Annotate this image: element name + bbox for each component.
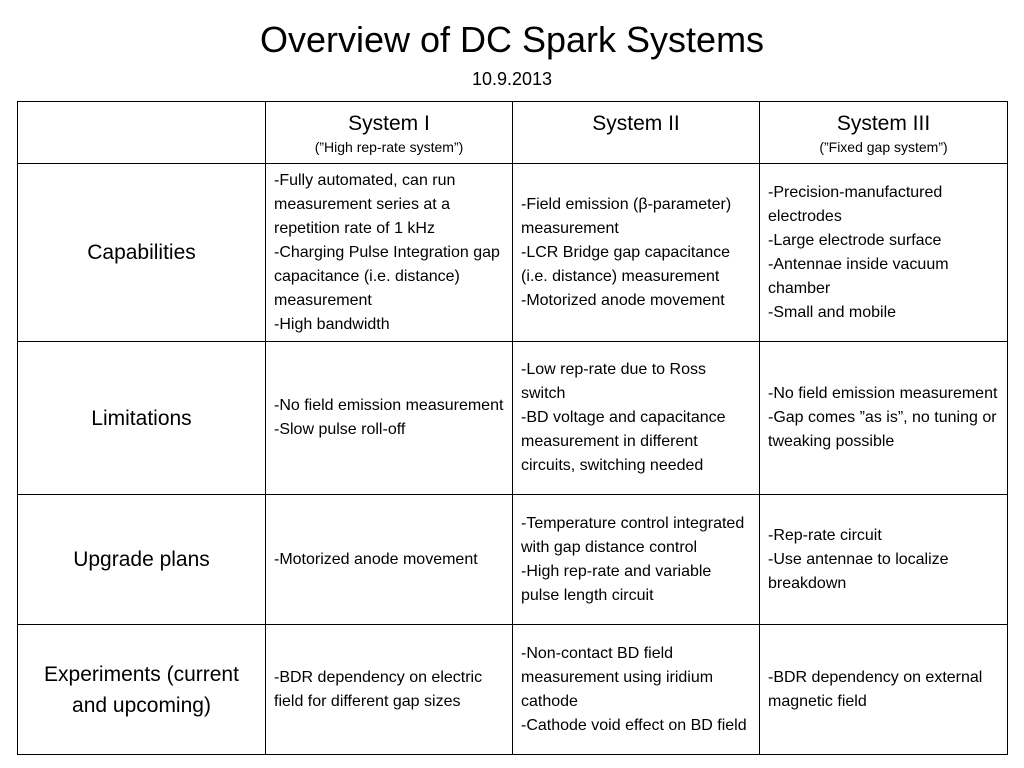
row-label-upgrade-plans: Upgrade plans: [18, 495, 266, 625]
cell-line: -LCR Bridge gap capacitance (i.e. distance) measurement: [521, 243, 731, 285]
column-header-system-3: [760, 102, 1008, 164]
column-header-system-2: [513, 102, 760, 164]
cell-line: -Precision-manufactured electrodes: [768, 183, 943, 225]
table-cell: [266, 164, 513, 342]
table-cell: [513, 342, 760, 495]
cell-line: -Gap comes ”as is”, no tuning or tweaking possible: [768, 409, 997, 450]
table-cell: [266, 625, 513, 755]
cell-line: -Use antennae to localize breakdown: [768, 550, 949, 592]
page-date: 10.9.2013: [471, 69, 553, 89]
cell-line: -Slow pulse roll-off: [274, 421, 406, 438]
row-label-limitations: Limitations: [18, 342, 266, 495]
page-title: Overview of DC Spark Systems: [259, 19, 765, 60]
cell-line: -BDR dependency on electric field for different gap sizes: [274, 668, 483, 710]
table-row: [18, 625, 1008, 755]
table-cell: [513, 495, 760, 625]
table-cell: [760, 495, 1008, 625]
table-row: [18, 342, 1008, 495]
column-subtitle: (”High rep-rate system”): [314, 139, 464, 155]
cell-line: -Charging Pulse Integration gap capacitance (i.e. distance) measurement: [274, 243, 500, 309]
cell-line: -High bandwidth: [274, 315, 390, 333]
cell-line: -BDR dependency on external magnetic field: [768, 668, 983, 710]
header-empty-cell: [18, 102, 266, 164]
table-row: [18, 164, 1008, 342]
table-cell: [760, 625, 1008, 755]
cell-line: -BD voltage and capacitance measurement in different circuits, switching needed: [521, 409, 726, 474]
table-cell: [266, 495, 513, 625]
cell-line: -No field emission measurement: [768, 385, 998, 402]
systems-table: [17, 101, 1008, 755]
column-name: System I: [348, 112, 430, 135]
cell-line: -Low rep-rate due to Ross switch: [521, 361, 706, 402]
cell-line: -Rep-rate circuit: [768, 526, 882, 544]
table-cell: [513, 625, 760, 755]
cell-line: -Temperature control integrated with gap distance control: [521, 514, 745, 556]
table-cell: [513, 164, 760, 342]
cell-line: -Motorized anode movement: [521, 291, 725, 309]
table-row: [18, 495, 1008, 625]
table-cell: [760, 342, 1008, 495]
cell-line: -No field emission measurement: [274, 397, 504, 414]
cell-line: -Non-contact BD field measurement using iridium cathode: [521, 644, 714, 710]
cell-line: -Field emission (β-parameter) measurement: [521, 195, 732, 237]
table-cell: [266, 342, 513, 495]
cell-line: -Small and mobile: [768, 303, 897, 321]
cell-line: -High rep-rate and variable pulse length circuit: [521, 562, 712, 604]
cell-line: -Cathode void effect on BD field: [521, 716, 747, 734]
table-cell: [760, 164, 1008, 342]
column-subtitle: (”Fixed gap system”): [819, 139, 948, 155]
cell-line: -Antennae inside vacuum chamber: [768, 255, 949, 297]
column-header-system-1: [266, 102, 513, 164]
column-name: System III: [836, 112, 931, 135]
cell-line: -Large electrode surface: [768, 231, 942, 249]
row-label-experiments: Experiments (current and upcoming): [18, 625, 266, 755]
table-header-row: [18, 102, 1008, 164]
row-label-capabilities: Capabilities: [18, 164, 266, 342]
cell-line: -Motorized anode movement: [274, 550, 478, 568]
column-name: System II: [592, 112, 680, 135]
cell-line: -Fully automated, can run measurement series at a repetition rate of 1 kHz: [274, 171, 456, 237]
